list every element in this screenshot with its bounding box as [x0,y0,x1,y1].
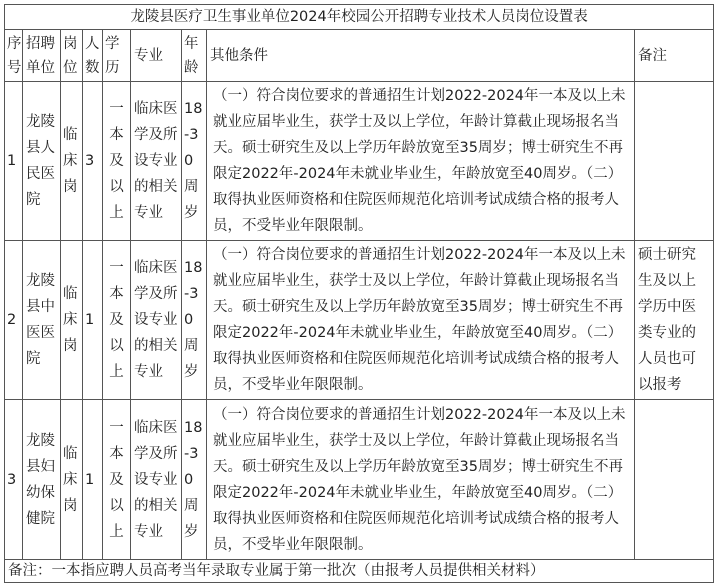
row-seq: 1 [5,82,23,241]
recruitment-table [4,4,714,583]
table-title: 龙陵县医疗卫生事业单位2024年校园公开招聘专业技术人员岗位设置表 [5,5,714,30]
row-remark [635,82,714,241]
row-post: 临床岗 [61,241,83,400]
row-conditions: （一）符合岗位要求的普通招生计划2022-2024年一本及以上未就业应届毕业生，获学士及以上学位，年龄计算截止现场报名当天。硕士研究生及以上学历年龄放宽至35周岁；博士研究生不再限定2022年-2024年未就业毕业生，年龄放宽至40周岁。（二）取得执业医师资格和住院医师规范化培训考试成绩合格的报考人员，不受毕业年限限制。 [207,82,635,241]
row-remark [635,400,714,559]
row-num: 1 [83,241,103,400]
row-seq: 2 [5,241,23,400]
header-seq: 序号 [5,30,23,82]
row-edu: 一本及以上 [103,82,131,241]
row-num: 3 [83,82,103,241]
header-num: 人数 [83,30,103,82]
row-age: 18-30周岁 [182,241,207,400]
table-row [5,82,714,241]
header-major: 专业 [131,30,182,82]
row-post: 临床岗 [61,82,83,241]
row-unit: 龙陵县中医医院 [23,241,61,400]
row-remark: 硕士研究生及以上学历中医类专业的人员也可以报考 [635,241,714,400]
row-post: 临床岗 [61,400,83,559]
row-num: 1 [83,400,103,559]
table-row [5,241,714,400]
row-edu: 一本及以上 [103,241,131,400]
row-conditions: （一）符合岗位要求的普通招生计划2022-2024年一本及以上未就业应届毕业生，获学士及以上学位，年龄计算截止现场报名当天。硕士研究生及以上学历年龄放宽至35周岁；博士研究生不再限定2022年-2024年未就业毕业生，年龄放宽至40周岁。（二）取得执业医师资格和住院医师规范化培训考试成绩合格的报考人员，不受毕业年限限制。 [207,241,635,400]
row-unit: 龙陵县人民医院 [23,82,61,241]
row-major: 临床医学及所设专业的相关专业 [131,82,182,241]
header-cond: 其他条件 [207,30,635,82]
header-age: 年龄 [182,30,207,82]
row-seq: 3 [5,400,23,559]
header-post: 岗位 [61,30,83,82]
row-edu: 一本及以上 [103,400,131,559]
row-age: 18-30周岁 [182,82,207,241]
row-major: 临床医学及所设专业的相关专业 [131,400,182,559]
header-unit: 招聘单位 [23,30,61,82]
table-footnote: 备注：一本指应聘人员高考当年录取专业属于第一批次（由报考人员提供相关材料） [5,559,714,582]
header-row [5,30,714,82]
row-unit: 龙陵县妇幼保健院 [23,400,61,559]
header-remark: 备注 [635,30,714,82]
row-major: 临床医学及所设专业的相关专业 [131,241,182,400]
header-edu: 学历 [103,30,131,82]
table-row [5,400,714,559]
row-age: 18-30周岁 [182,400,207,559]
row-conditions: （一）符合岗位要求的普通招生计划2022-2024年一本及以上未就业应届毕业生，获学士及以上学位，年龄计算截止现场报名当天。硕士研究生及以上学历年龄放宽至35周岁；博士研究生不再限定2022年-2024年未就业毕业生，年龄放宽至40周岁。（二）取得执业医师资格和住院医师规范化培训考试成绩合格的报考人员，不受毕业年限限制。 [207,400,635,559]
